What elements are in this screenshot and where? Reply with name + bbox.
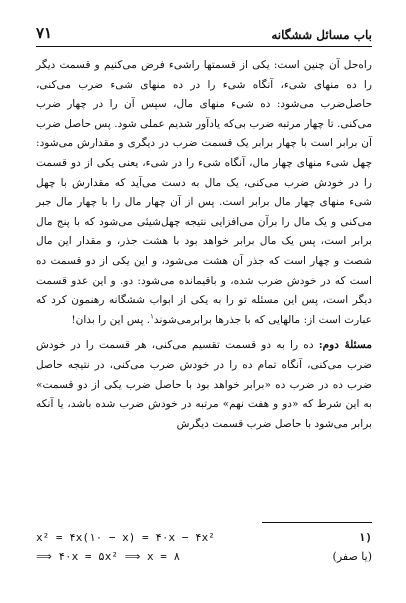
footnote-marker: ۱) [358, 531, 372, 544]
paragraph-2-text: ده را به دو قسمت تقسیم می‌کنی، هر قسمت را در خودش ضرب می‌کنی، آنگاه تمام ده را در خودش ضرب می‌کنی، در نتیجه حاصل ضرب ده در ضرب ده «برابر خواهد بود با حاصل ضرب یکی از دو قسمت» به این شرط که «دو و هفت نهم» مرتبه در خودش ضرب شده باشد، یا آنکه برابر می‌شود با حاصل ضرب قسمت دیگرش [36, 339, 372, 430]
problem-label: مسئلهٔ دوم: [318, 339, 372, 352]
page-header [36, 22, 372, 42]
footnote-line-1 [36, 528, 372, 547]
footnote-equation-1: x² = ۴x(۱۰ − x) = ۴۰x − ۴x² [36, 531, 215, 544]
footnote-note: (یا صفر) [332, 550, 372, 563]
footnote-reference: ۱ [150, 312, 154, 321]
running-title: باب مسائل ششگانه [271, 28, 372, 42]
page-number: ۷۱ [36, 24, 53, 42]
paragraph-1-text: راه‌حل آن چنین است: یکی از قسمتها راشیء فرض می‌کنیم و قسمت دیگر را ده منهای شیء، آنگاه شیء را در ده منهای شیء ضرب می‌کنی، حاصل‌ضرب می‌شود: ده شیء منهای مال، سپس آن را در چهار ضرب می‌کنی. تا چهار مرتبه ضرب بی‌که یادآور شدیم عملی شود. پس حاصل ضرب آن برابر است با چهار برابر یک قسمت ضرب در دیگری و مقدارش می‌شود: چهل شیء منهای چهار مال، آنگاه شیء را در شیء، یعنی یکی از دو قسمت را در خودش ضرب می‌کنی، یک مال به دست می‌آید که مقدارش با چهل شیء منهای چهار مال برابر است. پس از آن چهار مال را با چهار مال جبر می‌کنی و یک مال را برآن می‌افزایی نتیجه چهل‌شیئی می‌شود که با پنج مال برابر است، پس یک مال برابر خواهد بود با هشت جذر، و مقدار این مال شصت و چهار است که جذر آن هشت می‌شود، و این یکی از دو قسمت ده است که در خودش ضرب شده، و باقیمانده می‌شود: دو. و این عدو قسمت دیگر است، پس این مسئله تو را به یکی از ابواب ششگانه رهنمون کرد که عبارت است از: مالهایی که با جذرها برابرمی‌شوند [36, 59, 372, 326]
paragraph-2 [36, 336, 372, 434]
footnote-equation-2: ⟹ ۴۰x = ۵x² ⟹ x = ۸ [36, 550, 181, 563]
footnote-divider [262, 522, 372, 523]
footnotes [36, 528, 372, 566]
body-text [36, 56, 372, 434]
paragraph-1 [36, 56, 372, 330]
header-divider [36, 46, 372, 47]
footnote-line-2 [36, 547, 372, 566]
paragraph-1-tail: . پس این را بدان! [71, 313, 151, 326]
